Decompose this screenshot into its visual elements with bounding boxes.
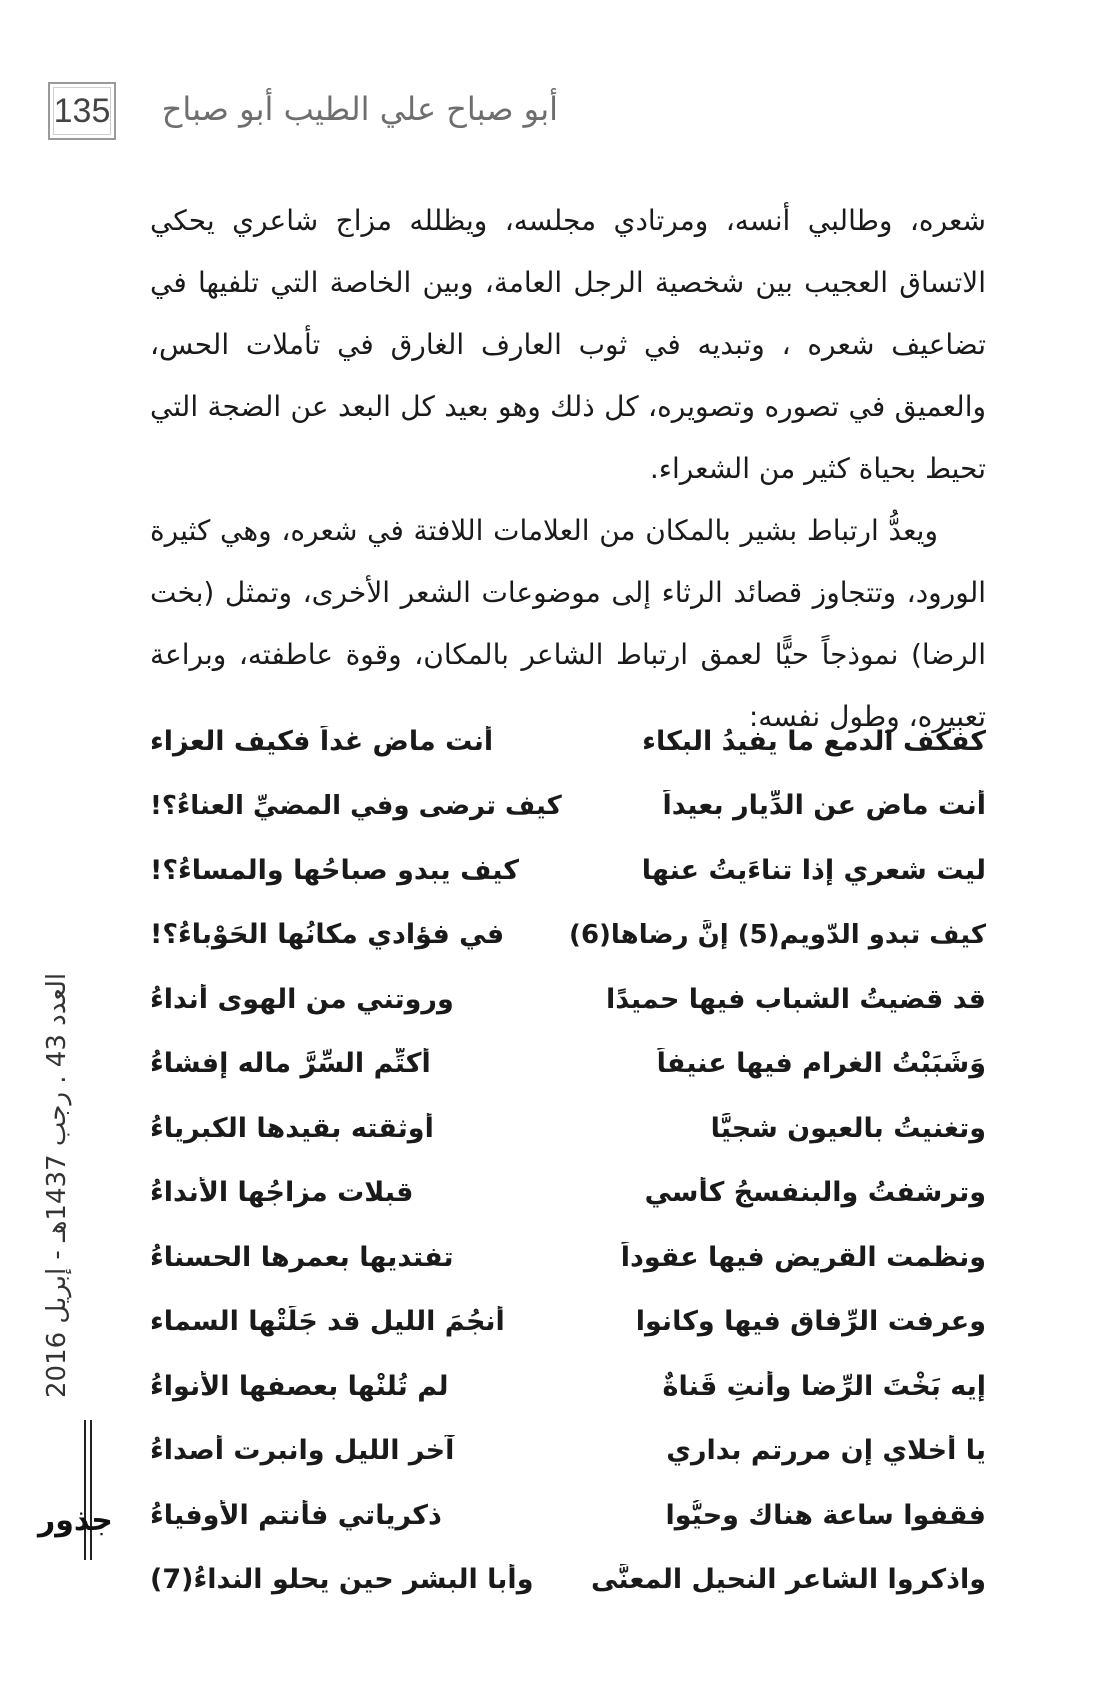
verse-second-hemistich: وأبا البشر حين يحلو النداءُ(7) xyxy=(150,1564,534,1596)
verse-second-hemistich: لم تُلنْها بعصفها الأنواءُ xyxy=(150,1370,449,1402)
verse-second-hemistich: أنجُمَ الليل قد جَلَتْها السماء xyxy=(150,1306,505,1338)
verse-first-hemistich: إيه بَخْتَ الرِّضا وأنتِ قَناةٌ xyxy=(662,1370,986,1402)
verse-second-hemistich: كيف ترضى وفي المضيِّ العناءُ؟! xyxy=(150,790,562,821)
poem xyxy=(150,709,986,1612)
magazine-logo: جذور xyxy=(38,1503,113,1538)
verse-second-hemistich: كيف يبدو صباحُها والمساءُ؟! xyxy=(150,854,519,886)
verse-first-hemistich: فقفوا ساعة هناك وحيُّوا xyxy=(665,1499,986,1531)
verse-first-hemistich: يا أخلاي إن مررتم بداري xyxy=(666,1435,986,1467)
verse-line xyxy=(150,1483,986,1548)
verse-second-hemistich: وروتني من الهوى أنداءُ xyxy=(150,983,454,1015)
verse-second-hemistich: تفتديها بعمرها الحسناءُ xyxy=(150,1241,454,1273)
issue-caption-text: العدد 43 . رجب 1437هـ - إبريل 2016 xyxy=(42,972,72,1398)
verse-first-hemistich: وتغنيتُ بالعيون شجيًّا xyxy=(710,1112,986,1144)
verse-first-hemistich: ونظمت القريض فيها عقوداً xyxy=(620,1241,986,1273)
issue-caption xyxy=(42,972,72,1398)
verse-second-hemistich: أوثقته بقيدها الكبرياءُ xyxy=(150,1112,434,1144)
page-number: 135 xyxy=(48,82,116,140)
verse-first-hemistich: كيف تبدو الدّويم(5) إنَّ رضاها(6) xyxy=(569,919,986,950)
verse-line xyxy=(150,774,986,839)
verse-second-hemistich: ذكرياتي فأنتم الأوفياءُ xyxy=(150,1499,442,1531)
verse-line xyxy=(150,1096,986,1161)
verse-line xyxy=(150,709,986,774)
verse-line xyxy=(150,967,986,1032)
prose-section xyxy=(150,190,986,748)
verse-first-hemistich: قد قضيتُ الشباب فيها حميدًا xyxy=(605,983,986,1015)
verse-line xyxy=(150,1161,986,1226)
verse-line xyxy=(150,1354,986,1419)
verse-first-hemistich: كفكف الدمع ما يفيدُ البكاء xyxy=(642,725,986,757)
paragraph-1: شعره، وطالبي أنسه، ومرتادي مجلسه، ويظلله مزاج شاعري يحكي الاتساق العجيب بين شخصية الرجل العامة، وبين الخاصة التي تلفيها في تضاعيف شعره ، وتبديه في ثوب العارف الغارق في تأملات الحس، والعميق في تصوره وتصويره، كل ذلك وهو بعيد كل البعد عن الضجة التي تحيط بحياة كثير من الشعراء. xyxy=(150,204,986,485)
verse-second-hemistich: أكتِّم السِّرَّ ماله إفشاءُ xyxy=(150,1048,431,1080)
verse-second-hemistich: أنت ماضٍ غداً فكيف العزاء xyxy=(150,725,494,757)
verse-line xyxy=(150,903,986,968)
verse-first-hemistich: وترشفتُ والبنفسجُ كأسي xyxy=(644,1177,986,1209)
verse-line xyxy=(150,1290,986,1355)
verse-second-hemistich: قبلات مزاجُها الأنداءُ xyxy=(150,1177,414,1209)
divider-line xyxy=(90,1420,92,1560)
verse-first-hemistich: واذكروا الشاعر النحيل المعنَّى xyxy=(591,1564,986,1596)
verse-second-hemistich: في فؤادي مكانُها الحَوْباءُ؟! xyxy=(150,919,505,951)
running-header-author: أبو صباح علي الطيب أبو صباح xyxy=(161,90,558,128)
verse-first-hemistich: أنت ماضٍ عن الدِّيار بعيداً xyxy=(662,790,986,822)
verse-second-hemistich: آخر الليل وانبرت أصداءُ xyxy=(150,1435,455,1467)
verse-first-hemistich: وَشَبَبْتُ الغرام فيها عنيفاً xyxy=(656,1048,986,1080)
paragraph-2: ويعدُّ ارتباط بشير بالمكان من العلامات اللافتة في شعره، وهي كثيرة الورود، وتتجاوز قصائد الرثاء إلى موضوعات الشعر الأخرى، وتمثل (بخت الرضا) نموذجاً حيًّا لعمق ارتباط الشاعر بالمكان، وقوة عاطفته، وبراعة تعبيره، وطول نفسه: xyxy=(150,514,986,733)
verse-line xyxy=(150,1225,986,1290)
verse-first-hemistich: ليت شعري إذا تناءَيتُ عنها xyxy=(641,854,986,886)
verse-line xyxy=(150,838,986,903)
verse-line xyxy=(150,1419,986,1484)
verse-first-hemistich: وعرفت الرِّفاق فيها وكانوا xyxy=(635,1306,986,1338)
divider-line xyxy=(84,1420,86,1560)
verse-line xyxy=(150,1548,986,1613)
verse-line xyxy=(150,1032,986,1097)
